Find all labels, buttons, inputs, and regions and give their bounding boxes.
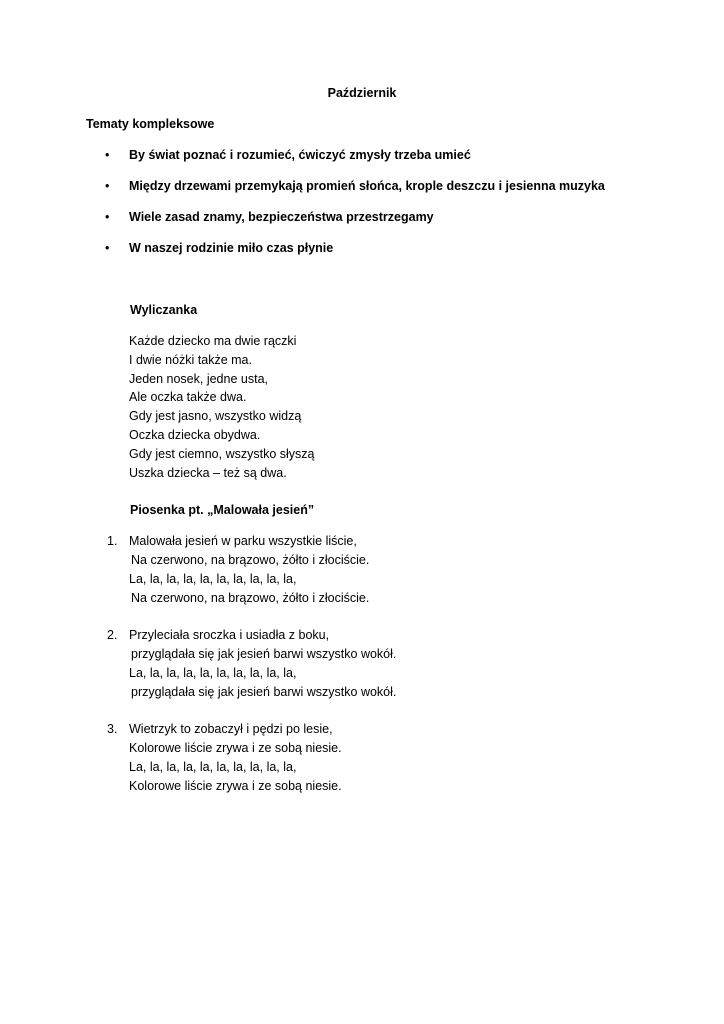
poem-line: Jeden nosek, jedne usta, (129, 372, 268, 386)
page-title: Październik (327, 86, 397, 100)
poem-line: Oczka dziecka obydwa. (129, 428, 261, 442)
verse-line: Kolorowe liście zrywa i ze sobą niesie. (129, 779, 342, 793)
poem-line: Ale oczka także dwa. (129, 390, 247, 404)
verse-number: 1. (107, 534, 118, 548)
verse-line: Na czerwono, na brązowo, żółto i złociście. (131, 591, 370, 605)
song-heading: Piosenka pt. „Malowała jesień” (130, 503, 315, 517)
bullet-icon: • (105, 241, 110, 255)
poem-line: Gdy jest ciemno, wszystko słyszą (129, 447, 315, 461)
verse-line: Malowała jesień w parku wszystkie liście, (129, 534, 357, 548)
verse-line: przyglądała się jak jesień barwi wszystko wokół. (131, 685, 397, 699)
poem-line: Każde dziecko ma dwie rączki (129, 334, 297, 348)
verse-line: La, la, la, la, la, la, la, la, la, la, (129, 760, 297, 774)
bullet-icon: • (105, 148, 110, 162)
verse-line: przyglądała się jak jesień barwi wszystko wokół. (131, 647, 397, 661)
verse-number: 2. (107, 628, 118, 642)
theme-text: Wiele zasad znamy, bezpieczeństwa przestrzegamy (129, 210, 434, 224)
theme-text: W naszej rodzinie miło czas płynie (129, 241, 334, 255)
theme-text: By świat poznać i rozumieć, ćwiczyć zmysły trzeba umieć (129, 148, 471, 162)
poem-line: Uszka dziecka – też są dwa. (129, 466, 287, 480)
theme-text: Między drzewami przemykają promień słońca, krople deszczu i jesienna muzyka (129, 179, 605, 193)
bullet-icon: • (105, 179, 110, 193)
verse-line: La, la, la, la, la, la, la, la, la, la, (129, 666, 297, 680)
verse-line: Kolorowe liście zrywa i ze sobą niesie. (129, 741, 342, 755)
verse-line: Przyleciała sroczka i usiadła z boku, (129, 628, 330, 642)
verse-line: La, la, la, la, la, la, la, la, la, la, (129, 572, 297, 586)
verse-line: Wietrzyk to zobaczył i pędzi po lesie, (129, 722, 333, 736)
counting-rhyme-heading: Wyliczanka (130, 303, 198, 317)
themes-heading: Tematy kompleksowe (86, 117, 215, 131)
poem-line: Gdy jest jasno, wszystko widzą (129, 409, 302, 423)
verse-line: Na czerwono, na brązowo, żółto i złociście. (131, 553, 370, 567)
poem-line: I dwie nóżki także ma. (129, 353, 252, 367)
bullet-icon: • (105, 210, 110, 224)
verse-number: 3. (107, 722, 118, 736)
